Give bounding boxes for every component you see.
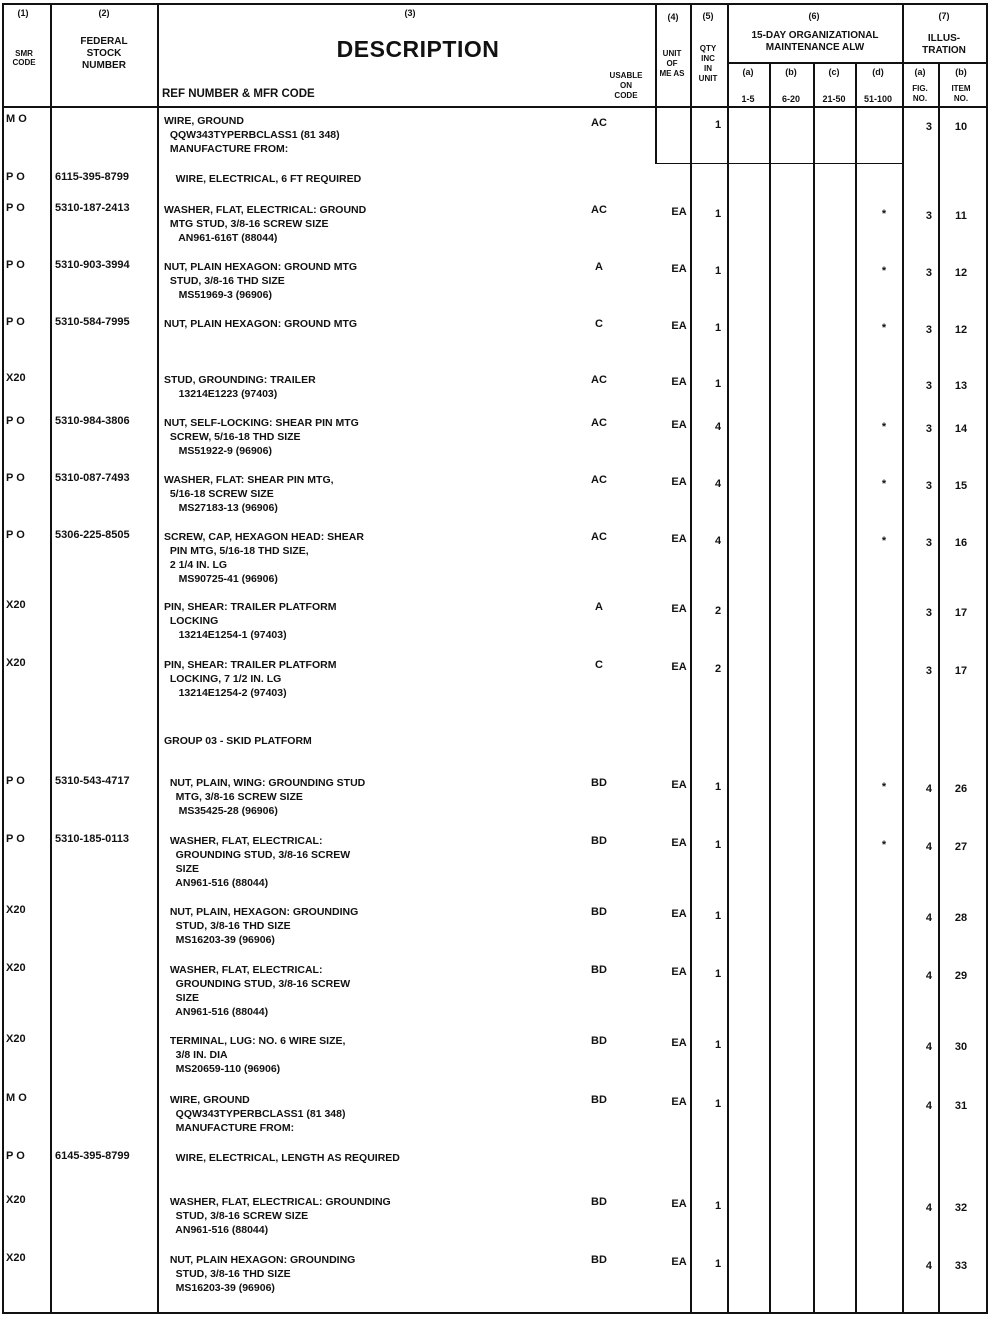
- col6a-divider: [769, 62, 771, 1314]
- smr-code: X20: [6, 657, 26, 669]
- smr-code: M O: [6, 1092, 27, 1104]
- quantity: 4: [714, 478, 722, 490]
- federal-stock-number: 5310-087-7493: [55, 472, 130, 484]
- usable-on-code: C: [595, 659, 603, 671]
- smr-code: P O: [6, 529, 25, 541]
- usable-on-code: AC: [591, 531, 607, 543]
- unit-of-measure: EA: [671, 533, 687, 545]
- usable-on-code: BD: [591, 1196, 607, 1208]
- smr-code: P O: [6, 202, 25, 214]
- unit-of-measure: EA: [671, 320, 687, 332]
- unit-of-measure: EA: [671, 376, 687, 388]
- quantity: 1: [714, 265, 722, 277]
- maintenance-allowance-mark: *: [881, 421, 887, 433]
- item-number: 33: [954, 1260, 968, 1272]
- maint-sub-rule: [727, 62, 904, 64]
- col4-divider: [690, 3, 692, 1314]
- col6d-divider: [902, 3, 904, 1314]
- illus-fig-header: FIG. NO.: [912, 84, 928, 103]
- usable-on-code: BD: [591, 835, 607, 847]
- item-description: NUT, PLAIN, WING: GROUNDING STUD MTG, 3/8-16 SCREW SIZE MS35425-28 (96906): [169, 777, 366, 817]
- item-description: NUT, SELF-LOCKING: SHEAR PIN MTG SCREW, 5/16-18 THD SIZE MS51922-9 (96906): [164, 417, 359, 457]
- usable-on-code: BD: [591, 1094, 607, 1106]
- item-description: NUT, PLAIN HEXAGON: GROUND MTG: [164, 318, 358, 330]
- item-number: 29: [954, 970, 968, 982]
- item-number: 11: [955, 210, 967, 222]
- item-description: WASHER, FLAT, ELECTRICAL: GROUNDING STUD, 3/8-16 SCREW SIZE AN961-516 (88044): [169, 1196, 391, 1236]
- col6b-divider: [813, 62, 815, 1314]
- quantity: 1: [714, 968, 722, 980]
- illus-title-header: ILLUS- TRATION: [922, 33, 966, 56]
- quantity: 2: [714, 663, 722, 675]
- figure-number: 4: [925, 1202, 932, 1214]
- illus-sub-rule: [902, 62, 988, 64]
- item-number: 13: [954, 380, 968, 392]
- quantity: 1: [714, 322, 722, 334]
- item-description: WASHER, FLAT, ELECTRICAL: GROUNDING STUD, 3/8-16 SCREW SIZE AN961-516 (88044): [169, 835, 351, 889]
- col-number-3: (3): [404, 8, 416, 18]
- maint-sub-c: (c): [828, 67, 840, 77]
- maintenance-allowance-mark: *: [881, 208, 887, 220]
- col1-divider: [50, 3, 52, 1314]
- unit-of-measure: EA: [671, 603, 687, 615]
- item-number: 12: [954, 324, 968, 336]
- figure-number: 3: [925, 607, 932, 619]
- item-number: 16: [954, 537, 968, 549]
- item-description: PIN, SHEAR: TRAILER PLATFORM LOCKING 13214E1254-1 (97403): [164, 601, 337, 641]
- smr-code: X20: [6, 599, 26, 611]
- smr-code: X20: [6, 1252, 26, 1264]
- item-number: 17: [954, 607, 968, 619]
- smr-code: X20: [6, 372, 26, 384]
- item-description: TERMINAL, LUG: NO. 6 WIRE SIZE, 3/8 IN. DIA MS20659-110 (96906): [169, 1035, 346, 1075]
- figure-number: 3: [925, 537, 932, 549]
- smr-code: P O: [6, 472, 25, 484]
- unit-of-measure: EA: [671, 1198, 687, 1210]
- bottom-border: [2, 1312, 988, 1314]
- federal-stock-number: 5310-584-7995: [55, 316, 130, 328]
- maint-sub-b: (b): [785, 67, 797, 77]
- usable-on-code: BD: [591, 906, 607, 918]
- item-number: 28: [954, 912, 968, 924]
- usable-on-code: AC: [591, 374, 607, 386]
- federal-stock-number: 5310-543-4717: [55, 775, 130, 787]
- quantity: 1: [714, 208, 722, 220]
- item-number: 12: [954, 267, 968, 279]
- smr-code: P O: [6, 259, 25, 271]
- unit-of-measure: EA: [671, 1256, 687, 1268]
- figure-number: 3: [925, 324, 932, 336]
- smr-code: X20: [6, 904, 26, 916]
- figure-number: 3: [925, 210, 932, 222]
- figure-number: 3: [925, 423, 932, 435]
- col6c-divider: [855, 62, 857, 1314]
- maint-sub-d: (d): [872, 67, 884, 77]
- illus-item-header: ITEM NO.: [951, 84, 971, 103]
- figure-number: 4: [925, 1041, 932, 1053]
- figure-number: 3: [925, 380, 932, 392]
- usable-on-header: USABLE ON CODE: [609, 71, 643, 100]
- smr-code: P O: [6, 171, 25, 183]
- maint-range-a: 1-5: [741, 94, 755, 104]
- item-number: 14: [954, 423, 968, 435]
- figure-number: 3: [925, 665, 932, 677]
- item-description: WIRE, GROUND QQW343TYPERBCLASS1 (81 348) MANUFACTURE FROM:: [169, 1094, 346, 1134]
- figure-number: 4: [925, 1100, 932, 1112]
- smr-code-header: SMR CODE: [12, 49, 36, 67]
- item-description: WASHER, FLAT, ELECTRICAL: GROUNDING STUD, 3/8-16 SCREW SIZE AN961-516 (88044): [169, 964, 351, 1018]
- item-number: 10: [954, 121, 968, 133]
- unit-of-measure: EA: [671, 1037, 687, 1049]
- fsn-header: FEDERAL STOCK NUMBER: [80, 36, 128, 71]
- unit-of-measure: EA: [671, 1096, 687, 1108]
- smr-code: X20: [6, 1194, 26, 1206]
- item-description: WIRE, ELECTRICAL, 6 FT REQUIRED: [164, 173, 362, 185]
- col7a-divider: [938, 62, 940, 1314]
- ref-mfr-header: REF NUMBER & MFR CODE: [162, 88, 315, 100]
- item-description: WASHER, FLAT: SHEAR PIN MTG, 5/16-18 SCREW SIZE MS27183-13 (96906): [164, 474, 334, 514]
- col-number-7: (7): [938, 11, 950, 21]
- maint-title-header: 15-DAY ORGANIZATIONAL MAINTENANCE ALW: [751, 30, 879, 53]
- item-number: 26: [954, 783, 968, 795]
- item-description: STUD, GROUNDING: TRAILER 13214E1223 (97403): [164, 374, 316, 400]
- item-description: WIRE, GROUND QQW343TYPERBCLASS1 (81 348) MANUFACTURE FROM:: [164, 115, 340, 155]
- smr-code: P O: [6, 1150, 25, 1162]
- col-number-2: (2): [98, 8, 110, 18]
- maintenance-allowance-mark: *: [881, 839, 887, 851]
- maintenance-allowance-mark: *: [881, 265, 887, 277]
- usable-on-code: A: [595, 261, 603, 273]
- col-number-4: (4): [667, 12, 679, 22]
- smr-code: P O: [6, 415, 25, 427]
- unit-of-measure: EA: [671, 419, 687, 431]
- item-number: 17: [954, 665, 968, 677]
- qty-inc-header: QTY INC IN UNIT: [698, 44, 718, 83]
- usable-on-code: AC: [591, 417, 607, 429]
- usable-on-code: A: [595, 601, 603, 613]
- item-description: GROUP 03 - SKID PLATFORM: [164, 735, 312, 747]
- usable-on-code: AC: [591, 474, 607, 486]
- unit-of-measure: EA: [671, 779, 687, 791]
- smr-code: P O: [6, 833, 25, 845]
- usable-on-code: AC: [591, 204, 607, 216]
- unit-of-measure: EA: [671, 908, 687, 920]
- item-number: 27: [954, 841, 968, 853]
- unit-of-measure: EA: [671, 263, 687, 275]
- quantity: 1: [714, 910, 722, 922]
- right-border: [986, 3, 988, 1314]
- quantity: 4: [714, 421, 722, 433]
- usable-on-code: BD: [591, 1254, 607, 1266]
- col-number-5: (5): [702, 11, 714, 21]
- item-number: 30: [954, 1041, 968, 1053]
- col2-divider: [157, 3, 159, 1314]
- usable-on-code: AC: [591, 117, 607, 129]
- unit-of-measure: EA: [671, 206, 687, 218]
- maint-range-b: 6-20: [781, 94, 801, 104]
- description-header: DESCRIPTION: [336, 36, 500, 62]
- smr-code: M O: [6, 113, 27, 125]
- maint-range-d: 51-100: [863, 94, 893, 104]
- item-description: PIN, SHEAR: TRAILER PLATFORM LOCKING, 7 1/2 IN. LG 13214E1254-2 (97403): [164, 659, 337, 699]
- quantity: 1: [714, 378, 722, 390]
- item-number: 15: [954, 480, 968, 492]
- col-number-1: (1): [17, 8, 29, 18]
- maintenance-allowance-mark: *: [881, 535, 887, 547]
- quantity: 2: [714, 605, 722, 617]
- item-description: WIRE, ELECTRICAL, LENGTH AS REQUIRED: [164, 1152, 400, 1164]
- figure-number: 3: [925, 480, 932, 492]
- figure-number: 4: [925, 970, 932, 982]
- item-description: SCREW, CAP, HEXAGON HEAD: SHEAR PIN MTG, 5/16-18 THD SIZE, 2 1/4 IN. LG MS90725-41 (96906): [164, 531, 364, 585]
- item-number: 31: [954, 1100, 968, 1112]
- figure-number: 4: [925, 841, 932, 853]
- quantity: 1: [714, 781, 722, 793]
- quantity: 4: [714, 535, 722, 547]
- illus-sub-a: (a): [914, 67, 926, 77]
- usable-on-code: BD: [591, 777, 607, 789]
- illus-sub-b: (b): [955, 67, 967, 77]
- quantity: 1: [714, 1258, 722, 1270]
- left-border: [2, 3, 4, 1314]
- quantity: 1: [714, 1039, 722, 1051]
- figure-number: 3: [925, 267, 932, 279]
- item-description: NUT, PLAIN HEXAGON: GROUND MTG STUD, 3/8-16 THD SIZE MS51969-3 (96906): [164, 261, 358, 301]
- maintenance-allowance-mark: *: [881, 781, 887, 793]
- usable-on-code: BD: [591, 964, 607, 976]
- federal-stock-number: 5310-903-3994: [55, 259, 130, 271]
- item-description: NUT, PLAIN, HEXAGON: GROUNDING STUD, 3/8-16 THD SIZE MS16203-39 (96906): [169, 906, 359, 946]
- smr-code: P O: [6, 775, 25, 787]
- quantity: 1: [714, 119, 722, 131]
- smr-code: X20: [6, 1033, 26, 1045]
- figure-number: 4: [925, 1260, 932, 1272]
- maint-range-c: 21-50: [822, 94, 846, 104]
- col-number-6: (6): [808, 11, 820, 21]
- unit-of-measure: EA: [671, 661, 687, 673]
- figure-number: 4: [925, 783, 932, 795]
- unit-of-measure: EA: [671, 966, 687, 978]
- row1-rule: [655, 163, 902, 164]
- unit-of-measure: EA: [671, 476, 687, 488]
- quantity: 1: [714, 1098, 722, 1110]
- figure-number: 3: [925, 121, 932, 133]
- col5-divider: [727, 3, 729, 1314]
- federal-stock-number: 5306-225-8505: [55, 529, 130, 541]
- item-description: NUT, PLAIN HEXAGON: GROUNDING STUD, 3/8-16 THD SIZE MS16203-39 (96906): [169, 1254, 356, 1294]
- usable-on-code: C: [595, 318, 603, 330]
- quantity: 1: [714, 839, 722, 851]
- item-number: 32: [954, 1202, 968, 1214]
- federal-stock-number: 5310-984-3806: [55, 415, 130, 427]
- item-description: WASHER, FLAT, ELECTRICAL: GROUND MTG STUD, 3/8-16 SCREW SIZE AN961-616T (88044): [164, 204, 367, 244]
- unit-of-meas-header: UNIT OF ME AS: [659, 49, 685, 78]
- federal-stock-number: 6145-395-8799: [55, 1150, 130, 1162]
- figure-number: 4: [925, 912, 932, 924]
- maintenance-allowance-mark: *: [881, 322, 887, 334]
- unit-of-measure: EA: [671, 837, 687, 849]
- col3-divider: [655, 3, 657, 163]
- quantity: 1: [714, 1200, 722, 1212]
- federal-stock-number: 5310-185-0113: [55, 833, 130, 845]
- smr-code: P O: [6, 316, 25, 328]
- header-bottom-rule: [2, 106, 988, 108]
- federal-stock-number: 6115-395-8799: [55, 171, 130, 183]
- maint-sub-a: (a): [742, 67, 754, 77]
- usable-on-code: BD: [591, 1035, 607, 1047]
- smr-code: X20: [6, 962, 26, 974]
- federal-stock-number: 5310-187-2413: [55, 202, 130, 214]
- top-border: [2, 3, 988, 5]
- maintenance-allowance-mark: *: [881, 478, 887, 490]
